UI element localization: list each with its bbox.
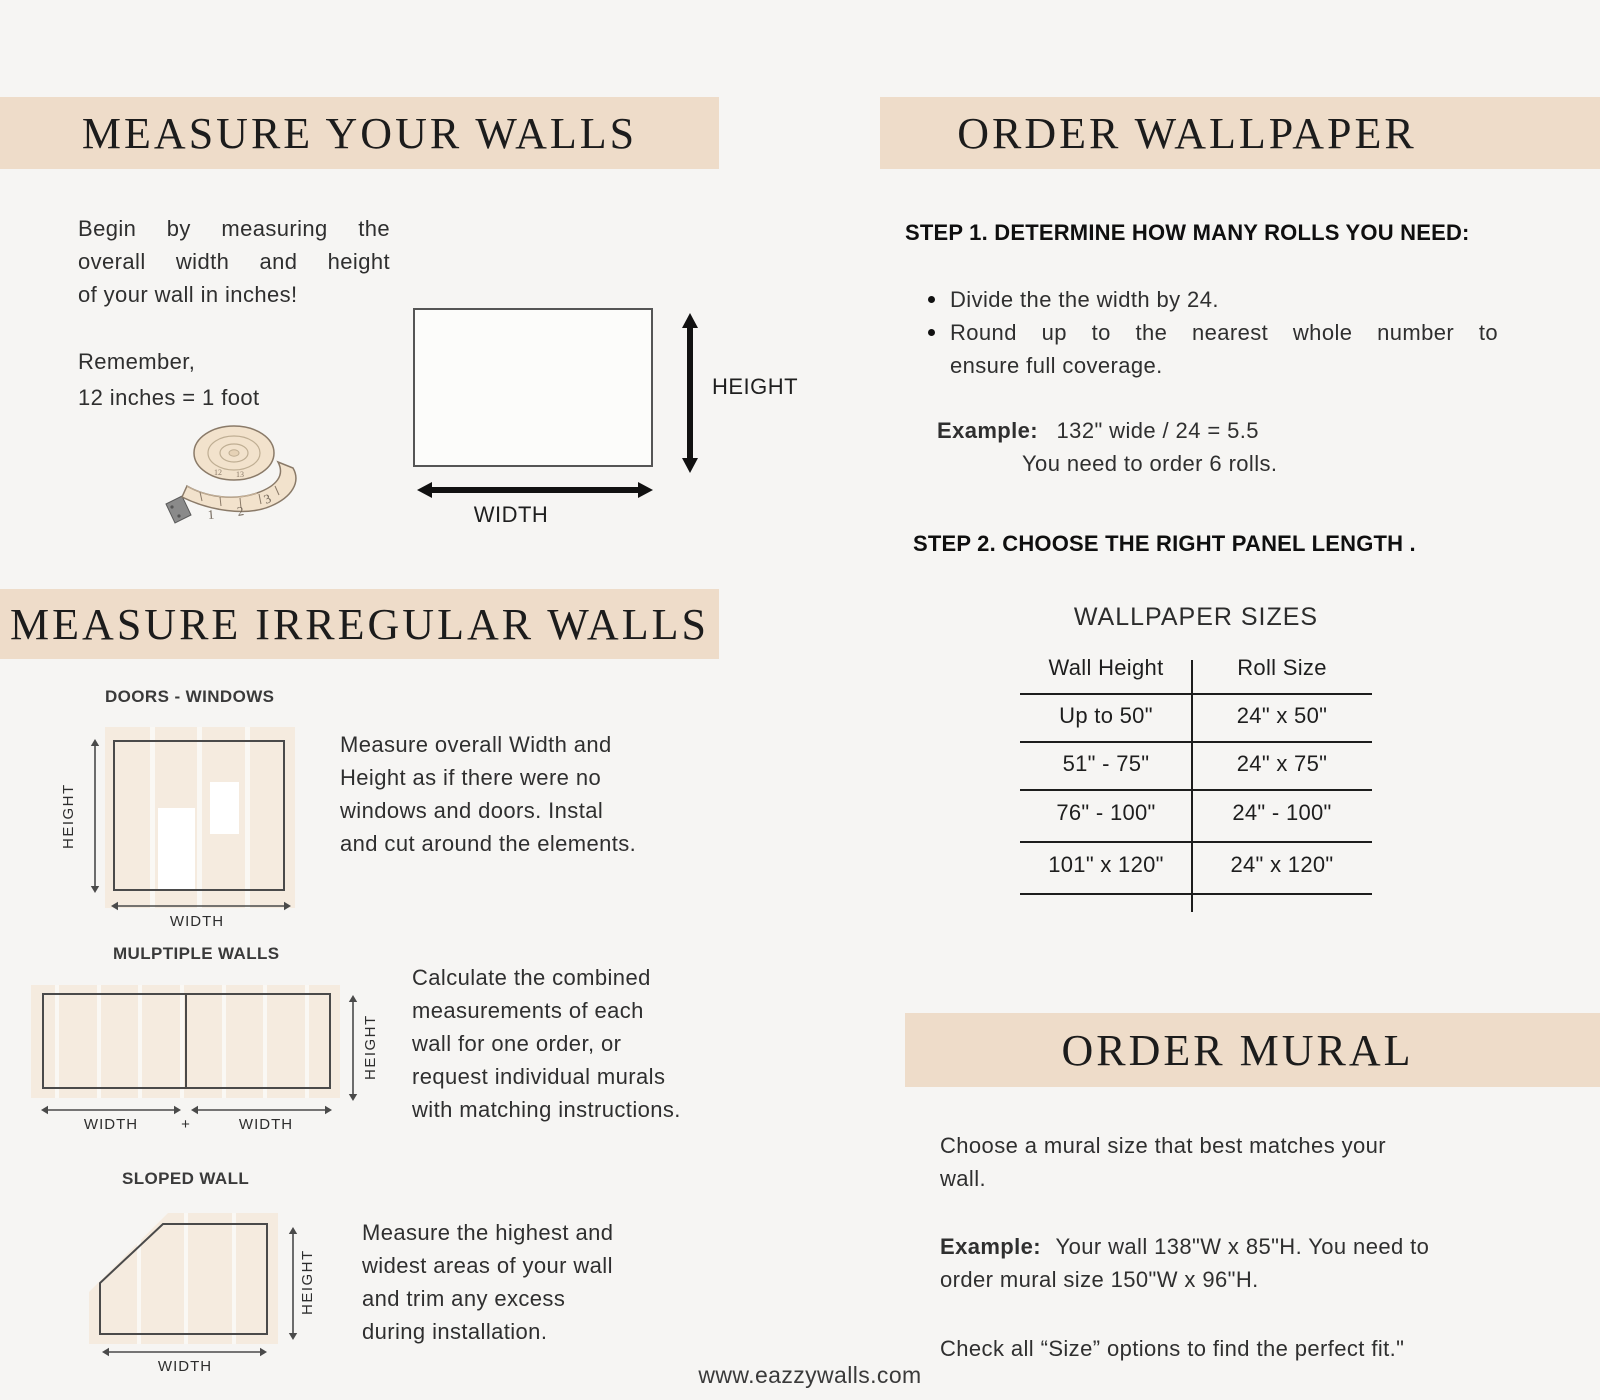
text-line: Height as if there were no xyxy=(340,765,602,790)
remember-line: Remember, xyxy=(78,349,196,374)
text-line: during installation. xyxy=(362,1319,548,1344)
table-cell: 24" x 120" xyxy=(1230,852,1334,877)
wall-divider-line xyxy=(185,993,187,1089)
plus-sign: + xyxy=(181,1116,191,1133)
text-line: wall for one order, or xyxy=(412,1031,622,1056)
bullet-text: Round up to the nearest whole number to xyxy=(950,320,1498,345)
text-line: order mural size 150"W x 96"H. xyxy=(940,1267,1259,1292)
doors-height-label: HEIGHT xyxy=(60,783,77,849)
bullet-item-1 xyxy=(928,283,1498,316)
window-shape xyxy=(210,782,239,834)
wall-outline xyxy=(113,740,285,891)
step2-heading: STEP 2. CHOOSE THE RIGHT PANEL LENGTH . xyxy=(913,531,1416,556)
example-label: Example: xyxy=(937,418,1039,443)
order-mural-banner xyxy=(905,1013,1600,1087)
doors-width-label: WIDTH xyxy=(169,913,225,930)
text-line: and trim any excess xyxy=(362,1286,566,1311)
table-line xyxy=(1020,741,1372,743)
remember-line: 12 inches = 1 foot xyxy=(78,385,260,410)
table-line xyxy=(1020,893,1372,895)
order-mural-example xyxy=(940,1230,1485,1296)
order-wallpaper-title: ORDER WALLPAPER xyxy=(957,108,1417,158)
sloped-wall-label: SLOPED WALL xyxy=(122,1169,250,1188)
multiple-width-label-right: WIDTH xyxy=(238,1116,294,1133)
door-shape xyxy=(158,808,195,889)
measure-walls-intro xyxy=(78,212,390,311)
sloped-wall-text xyxy=(362,1216,672,1348)
sloped-width-label: WIDTH xyxy=(157,1358,213,1375)
measure-irregular-banner xyxy=(0,589,719,659)
height-label: HEIGHT xyxy=(712,374,799,399)
width-arrow xyxy=(416,482,654,498)
text-line: Measure the highest and xyxy=(362,1220,614,1245)
order-mural-intro xyxy=(940,1129,1485,1195)
table-header-roll-size: Roll Size xyxy=(1237,655,1327,680)
intro-line: of your wall in inches! xyxy=(78,282,298,307)
text-line: request individual murals xyxy=(412,1064,666,1089)
table-cell: 51" - 75" xyxy=(1062,751,1150,776)
text-line: Choose a mural size that best matches your xyxy=(940,1133,1387,1158)
multiple-walls-diagram xyxy=(31,985,340,1098)
multiple-walls-label: MULPTIPLE WALLS xyxy=(113,944,280,963)
measure-walls-title: MEASURE YOUR WALLS xyxy=(81,108,638,158)
multiple-width-arrow-left xyxy=(41,1104,181,1116)
bullet-icon xyxy=(928,329,935,336)
multiple-height-arrow xyxy=(347,995,359,1101)
text-line: Measure overall Width and xyxy=(340,732,612,757)
bullet-item-2 xyxy=(928,316,1498,382)
tape-number: 1 xyxy=(207,506,215,522)
step1-example-note: You need to order 6 rolls. xyxy=(1022,451,1278,476)
text-line: wall. xyxy=(940,1166,987,1191)
text-line: and cut around the elements. xyxy=(340,831,637,856)
example-text: Your wall 138"W x 85"H. You need to xyxy=(1055,1234,1430,1259)
table-cell: Up to 50" xyxy=(1059,703,1153,728)
step1-heading: STEP 1. DETERMINE HOW MANY ROLLS YOU NEED: xyxy=(905,220,1470,245)
doors-windows-diagram xyxy=(105,727,295,908)
bullet-text: ensure full coverage. xyxy=(950,353,1163,378)
table-line xyxy=(1020,789,1372,791)
text-line: windows and doors. Instal xyxy=(340,798,604,823)
table-cell: 24" x 75" xyxy=(1236,751,1328,776)
order-mural-note: Check all “Size” options to find the perfect fit." xyxy=(940,1336,1405,1361)
table-header-wall-height: Wall Height xyxy=(1048,655,1164,680)
table-cell: 101" x 120" xyxy=(1048,852,1164,877)
sloped-height-label: HEIGHT xyxy=(299,1249,316,1315)
tape-measure-icon xyxy=(158,420,310,530)
text-line: measurements of each xyxy=(412,998,644,1023)
order-mural-title: ORDER MURAL xyxy=(1061,1025,1414,1075)
table-cell: 76" - 100" xyxy=(1056,800,1156,825)
measure-irregular-title: MEASURE IRREGULAR WALLS xyxy=(10,599,709,649)
multiple-width-label-left: WIDTH xyxy=(83,1116,139,1133)
text-line: widest areas of your wall xyxy=(362,1253,613,1278)
bullet-icon xyxy=(928,296,935,303)
table-cell: 24" - 100" xyxy=(1232,800,1332,825)
tape-number: 3 xyxy=(261,490,274,507)
text-line: Calculate the combined xyxy=(412,965,651,990)
multiple-walls-text xyxy=(412,961,742,1126)
bullet-text: Divide the the width by 24. xyxy=(950,287,1219,312)
table-line xyxy=(1020,841,1372,843)
doors-width-arrow xyxy=(111,900,291,912)
remember-note xyxy=(78,344,398,416)
table-cell: 24" x 50" xyxy=(1236,703,1328,728)
website-url: www.eazzywalls.com xyxy=(698,1362,922,1388)
doors-windows-label: DOORS - WINDOWS xyxy=(105,687,275,706)
multiple-width-arrow-right xyxy=(191,1104,332,1116)
measure-walls-banner xyxy=(0,97,719,169)
intro-line: overall width and height xyxy=(78,249,390,274)
height-arrow xyxy=(682,312,698,474)
sloped-wall-diagram xyxy=(80,1205,320,1380)
doors-windows-text xyxy=(340,728,670,860)
multiple-height-label: HEIGHT xyxy=(362,1014,379,1080)
width-label: WIDTH xyxy=(473,502,549,527)
tape-small-number: 13 xyxy=(236,470,244,479)
text-line: with matching instructions. xyxy=(412,1097,681,1122)
text-line xyxy=(940,1230,1485,1263)
example-label: Example: xyxy=(940,1234,1042,1259)
example-value: 132" wide / 24 = 5.5 xyxy=(1056,418,1259,443)
doors-height-arrow xyxy=(89,739,101,893)
order-wallpaper-banner xyxy=(880,97,1600,169)
intro-line: Begin by measuring the xyxy=(78,216,390,241)
wall-rectangle-diagram xyxy=(413,308,653,467)
tape-number: 2 xyxy=(235,503,245,519)
wallpaper-sizes-title: WALLPAPER SIZES xyxy=(1073,603,1319,631)
tape-small-number: 12 xyxy=(214,468,222,477)
step1-example xyxy=(937,414,1259,447)
table-line xyxy=(1020,693,1372,695)
